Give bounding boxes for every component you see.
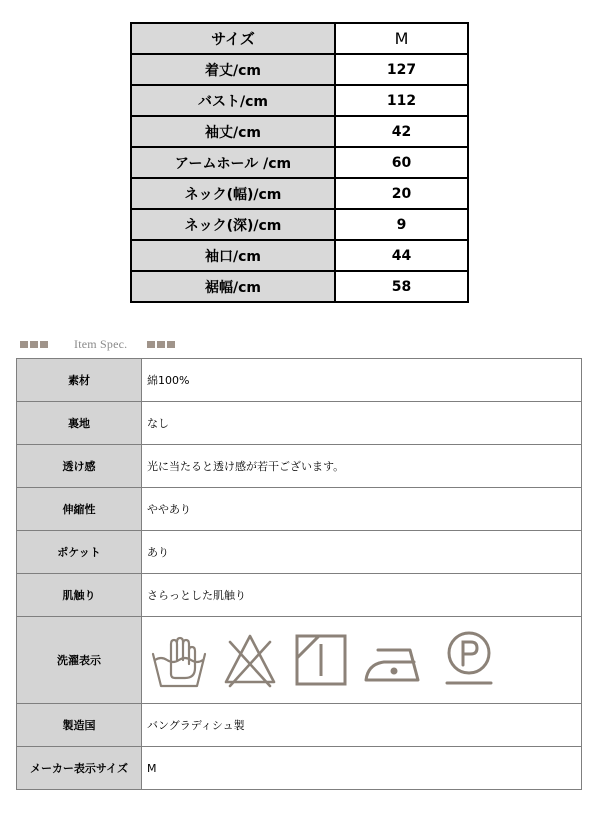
decor-squares-right xyxy=(147,341,177,348)
spec-value: 綿100% xyxy=(142,359,582,402)
spec-row-care xyxy=(17,617,582,704)
size-row xyxy=(131,54,468,85)
spec-label: 透け感 xyxy=(17,445,142,488)
size-row-value: 58 xyxy=(335,271,468,302)
size-row-value: 44 xyxy=(335,240,468,271)
size-row-value: 60 xyxy=(335,147,468,178)
dry-clean-p-icon xyxy=(443,629,495,691)
size-table-header-row xyxy=(131,23,468,54)
size-row xyxy=(131,178,468,209)
spec-row-country xyxy=(17,704,582,747)
hand-wash-icon xyxy=(151,630,207,690)
spec-value: さらっとした肌触り xyxy=(142,574,582,617)
size-row-value: 127 xyxy=(335,54,468,85)
spec-row-material xyxy=(17,359,582,402)
spec-value: なし xyxy=(142,402,582,445)
item-spec-header xyxy=(20,336,177,352)
spec-label: 製造国 xyxy=(17,704,142,747)
spec-row-lining xyxy=(17,402,582,445)
spec-row-stretch xyxy=(17,488,582,531)
size-row-label: 裾幅/cm xyxy=(131,271,335,302)
size-row xyxy=(131,85,468,116)
spec-value: M xyxy=(142,747,582,790)
spec-label: 素材 xyxy=(17,359,142,402)
decor-squares-left xyxy=(20,341,50,348)
size-header-label: サイズ xyxy=(131,23,335,54)
spec-label: ポケット xyxy=(17,531,142,574)
spec-value: バングラディシュ製 xyxy=(142,704,582,747)
iron-low-icon xyxy=(364,632,428,688)
size-row-label: ネック(幅)/cm xyxy=(131,178,335,209)
care-icons-cell xyxy=(142,617,582,704)
spec-row-maker-size xyxy=(17,747,582,790)
size-row-label: 袖口/cm xyxy=(131,240,335,271)
spec-row-texture xyxy=(17,574,582,617)
size-row-value: 42 xyxy=(335,116,468,147)
size-row-label: 袖丈/cm xyxy=(131,116,335,147)
line-dry-shade-icon xyxy=(293,632,349,688)
size-table xyxy=(130,22,469,303)
no-bleach-icon xyxy=(222,632,278,688)
size-row-label: 着丈/cm xyxy=(131,54,335,85)
spec-label: メーカー表示サイズ xyxy=(17,747,142,790)
size-row-label: アームホール /cm xyxy=(131,147,335,178)
size-row xyxy=(131,240,468,271)
size-row-label: ネック(深)/cm xyxy=(131,209,335,240)
spec-value: あり xyxy=(142,531,582,574)
item-spec-title: Item Spec. xyxy=(74,336,128,351)
spec-row-pocket xyxy=(17,531,582,574)
care-icons xyxy=(147,625,581,695)
spec-label: 肌触り xyxy=(17,574,142,617)
size-header-value: M xyxy=(335,23,468,54)
spec-row-sheerness xyxy=(17,445,582,488)
size-row xyxy=(131,116,468,147)
spec-value: ややあり xyxy=(142,488,582,531)
size-row xyxy=(131,147,468,178)
item-spec-table xyxy=(16,358,582,790)
spec-label: 伸縮性 xyxy=(17,488,142,531)
spec-label: 洗濯表示 xyxy=(17,617,142,704)
size-row-value: 9 xyxy=(335,209,468,240)
spec-value: 光に当たると透け感が若干ございます。 xyxy=(142,445,582,488)
size-row-value: 112 xyxy=(335,85,468,116)
size-row xyxy=(131,209,468,240)
size-row xyxy=(131,271,468,302)
spec-label: 裏地 xyxy=(17,402,142,445)
size-row-value: 20 xyxy=(335,178,468,209)
size-row-label: バスト/cm xyxy=(131,85,335,116)
